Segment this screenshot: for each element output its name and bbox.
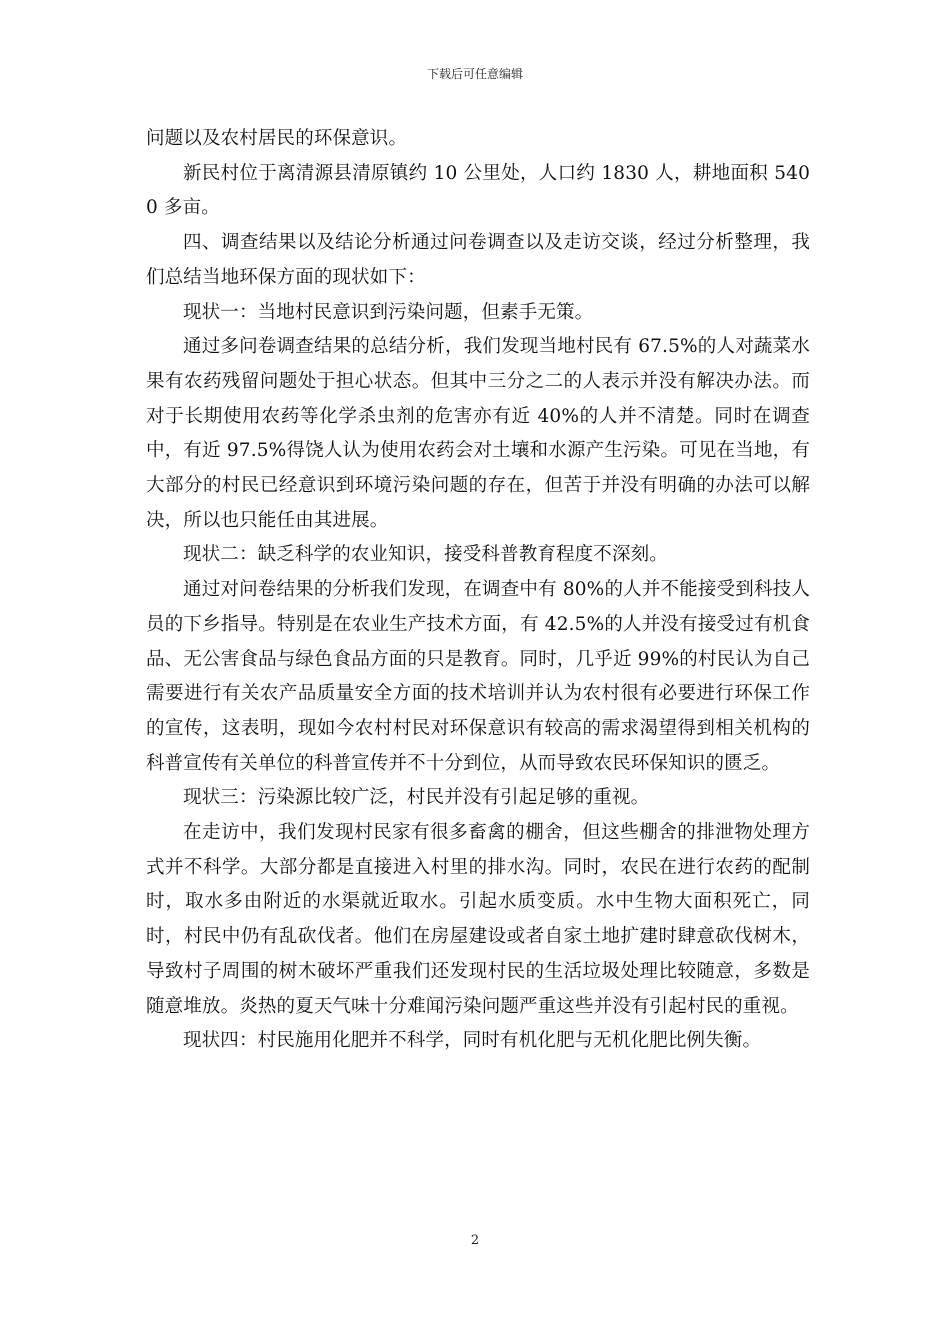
status-heading-3: 现状三：污染源比较广泛，村民并没有引起足够的重视。 [183, 787, 650, 809]
paragraph-status-1: 通过多问卷调查结果的总结分析，我们发现当地村民有 67.5%的人对蔬菜水果有农药残留问题处于担心状态。但其中三分之二的人表示并没有解决办法。而对于长期使用农药等化学杀虫剂的危害亦有近 40%的人并不清楚。同时在调查中，有近 97.5%得饶人认为使用农药会对土壤和水源产生污染。可见在当地，有大部分的村民已经意识到环境污染问题的存在，但苦于并没有明确的办法可以解决，所以也只能任由其进展。 [146, 336, 810, 531]
document-body [146, 122, 810, 1059]
status-heading-4: 现状四：村民施用化肥并不科学，同时有机化肥与无机化肥比例失衡。 [183, 1030, 762, 1052]
paragraph-village-info: 新民村位于离清源县清原镇约 10 公里处，人口约 1830 人，耕地面积 5400 多亩。 [146, 162, 810, 219]
paragraph-status-3: 在走访中，我们发现村民家有很多畜禽的棚舍，但这些棚舍的排泄物处理方式并不科学。大部分都是直接进入村里的排水沟。同时，农民在进行农药的配制时，取水多由附近的水渠就近取水。引起水质变质。水中生物大面积死亡，同时，村民中仍有乱砍伐者。他们在房屋建设或者自家土地扩建时肆意砍伐树木，导致村子周围的树木破坏严重我们还发现村民的生活垃圾处理比较随意，多数是随意堆放。炎热的夏天气味十分难闻污染问题严重这些并没有引起村民的重视。 [146, 822, 810, 1017]
paragraph-continuation: 问题以及农村居民的环保意识。 [146, 128, 408, 149]
page-header: 下载后可任意编辑 [426, 67, 523, 81]
status-heading-1: 现状一：当地村民意识到污染问题，但素手无策。 [183, 301, 594, 323]
paragraph-status-2: 通过对问卷结果的分析我们发现，在调查中有 80%的人并不能接受到科技人员的下乡指导。特别是在农业生产技术方面，有 42.5%的人并没有接受过有机食品、无公害食品与绿色食品方面的只是教育。同时，几乎近 99%的村民认为自己需要进行有关农产品质量安全方面的技术培训并认为农村很有必要进行环保工作的宣传，这表明，现如今农村村民对环保意识有较高的需求渴望得到相关机构的科普宣传有关单位的科普宣传并不十分到位，从而导致农民环保知识的匮乏。 [146, 579, 810, 774]
status-heading-2: 现状二：缺乏科学的农业知识，接受科普教育程度不深刻。 [183, 544, 668, 566]
page-number: 2 [470, 1233, 480, 1248]
section-heading-results: 四、调查结果以及结论分析通过问卷调查以及走访交谈，经过分析整理，我们总结当地环保方面的现状如下： [146, 232, 810, 288]
